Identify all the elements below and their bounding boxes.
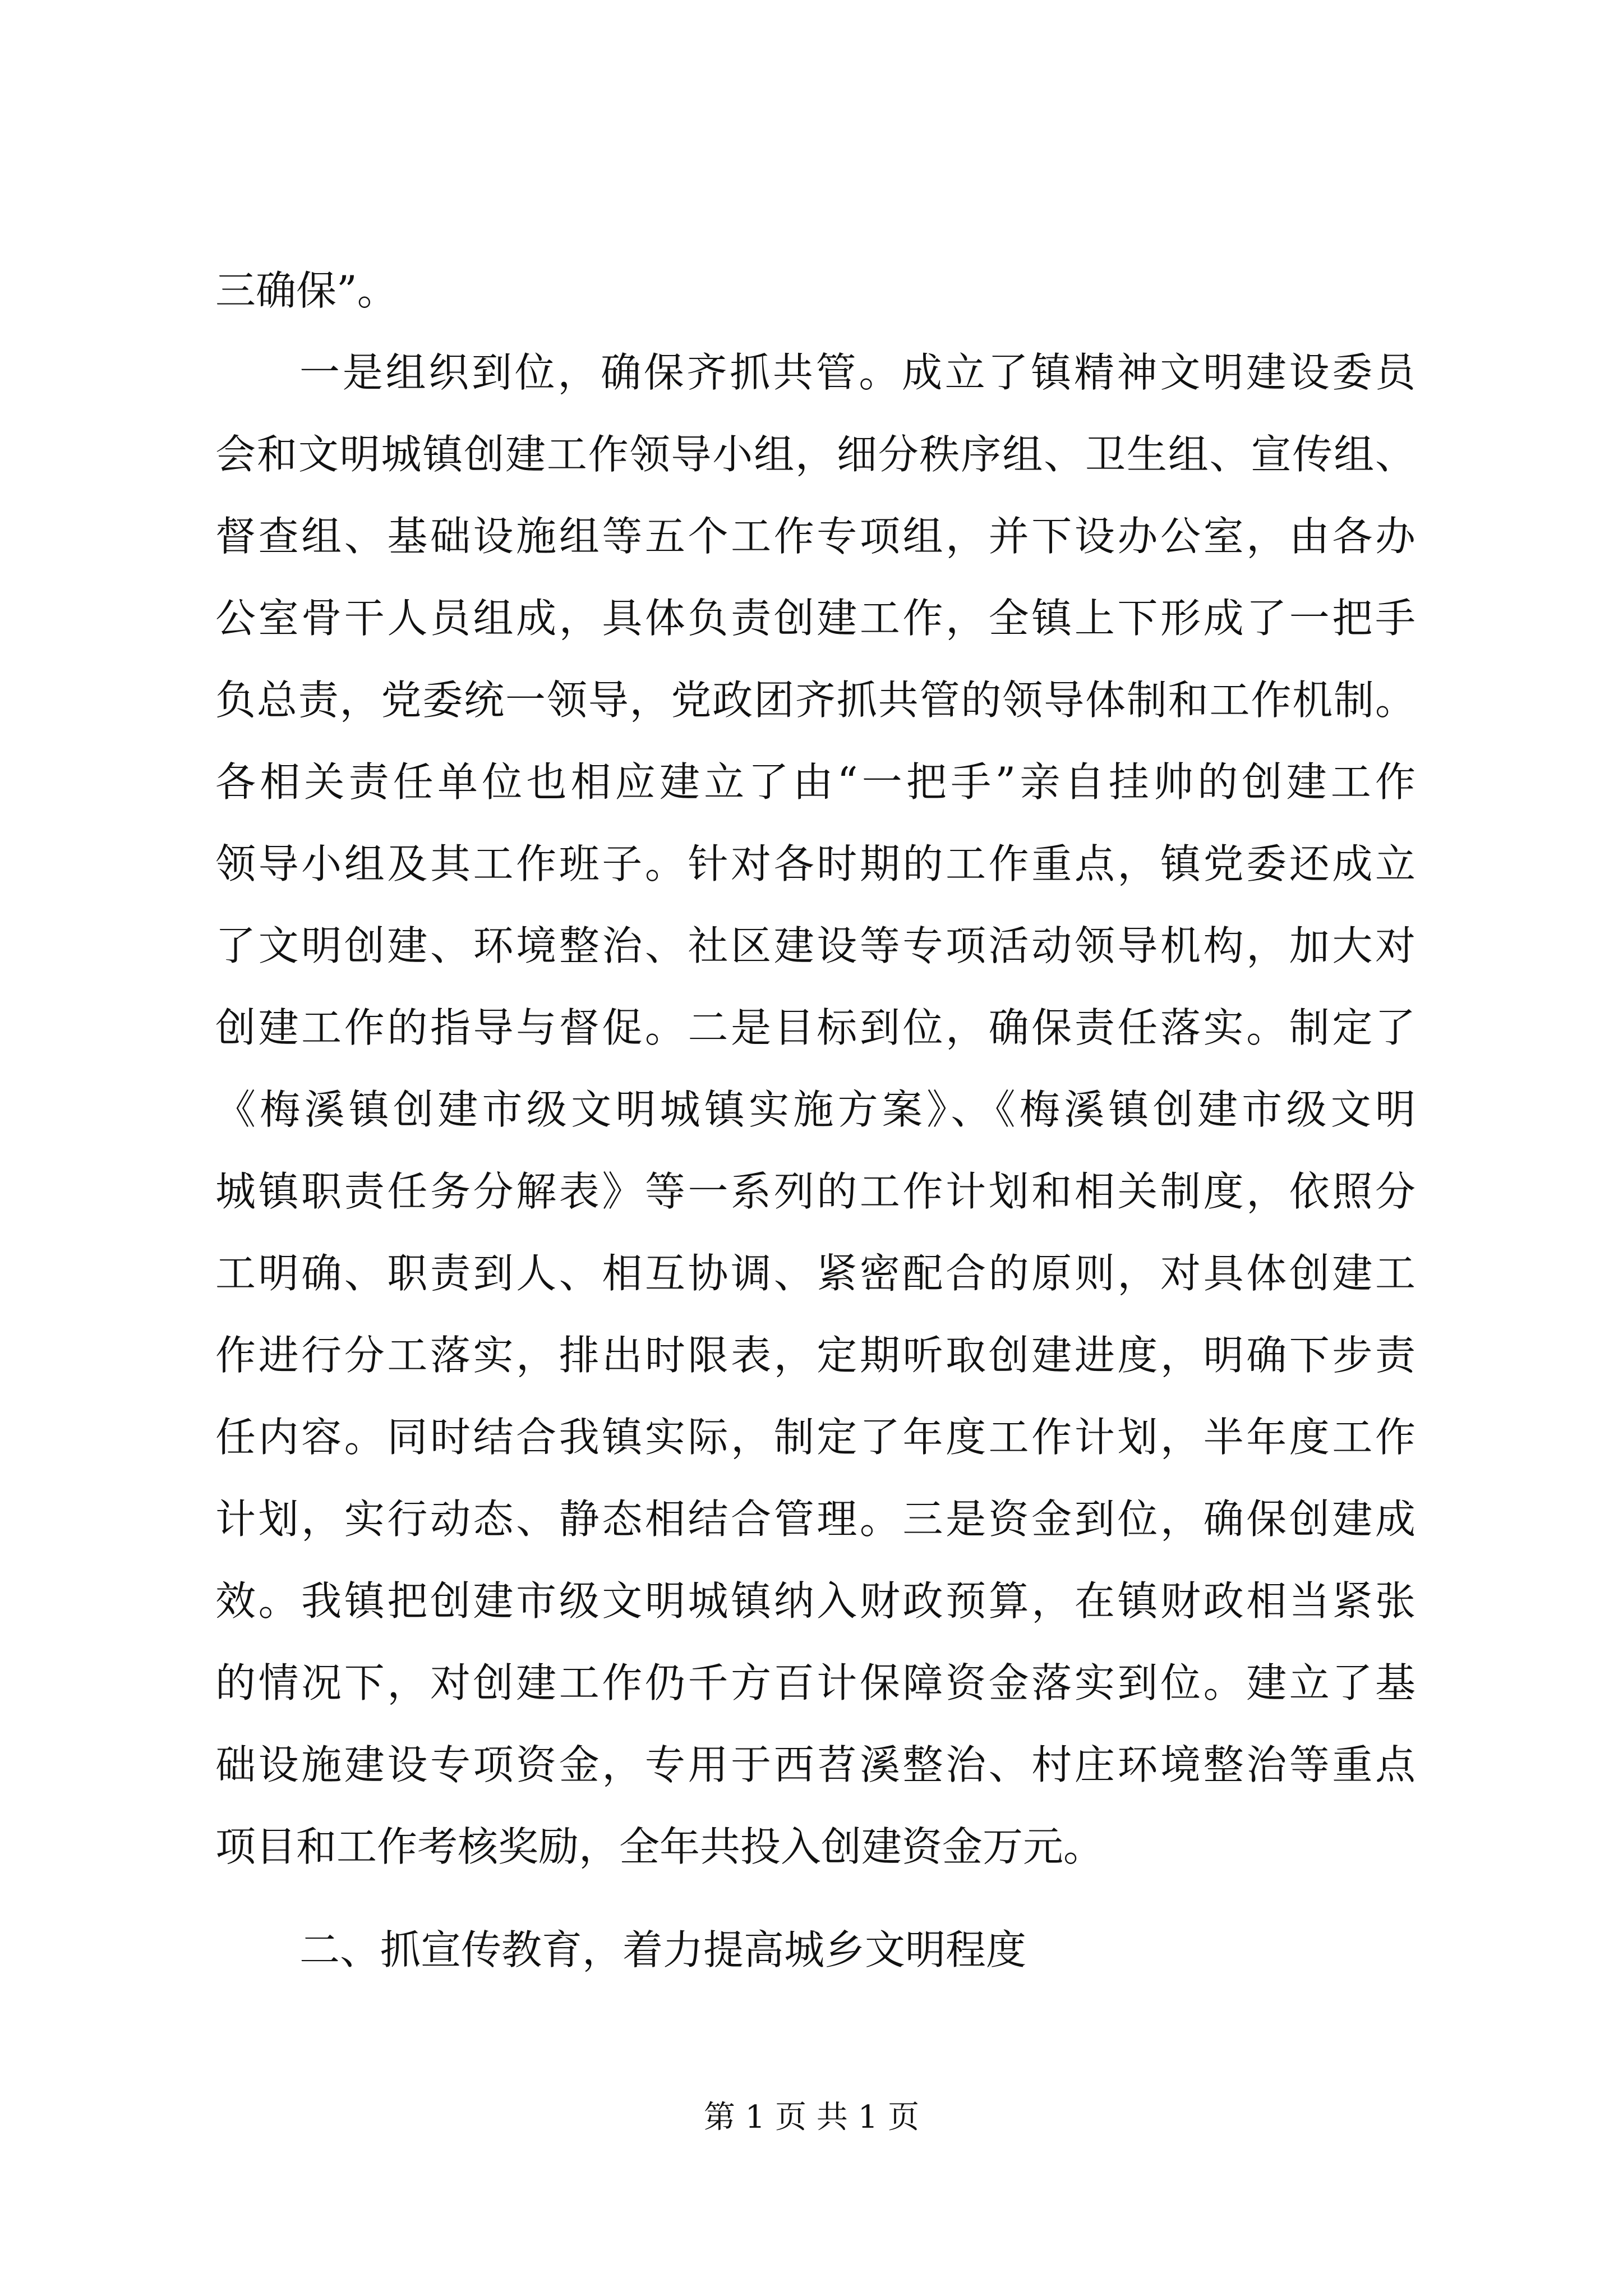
text-line: 项目和工作考核奖励，全年共投入创建资金万元。 [215, 1823, 1104, 1870]
text-line: 三确保”。 [215, 267, 398, 314]
text-line: 的情况下，对创建工作仍千方百计保障资金落实到位。建立了基 [215, 1659, 1415, 1706]
text-line: 《梅溪镇创建市级文明城镇实施方案》、《梅溪镇创建市级文明 [215, 1086, 1415, 1133]
text-line: 计划，实行动态、静态相结合管理。三是资金到位，确保创建成 [215, 1496, 1415, 1543]
text-line: 会和文明城镇创建工作领导小组，细分秩序组、卫生组、宣传组、 [215, 431, 1415, 478]
section-heading: 二、抓宣传教育，着力提高城乡文明程度 [299, 1926, 1027, 1973]
text-line: 础设施建设专项资金，专用于西苕溪整治、村庄环境整治等重点 [215, 1741, 1415, 1788]
text-line: 效。我镇把创建市级文明城镇纳入财政预算，在镇财政相当紧张 [215, 1577, 1415, 1625]
text-line: 一是组织到位，确保齐抓共管。成立了镇精神文明建设委员 [299, 349, 1415, 396]
text-line: 各相关责任单位也相应建立了由“一把手”亲自挂帅的创建工作 [215, 758, 1415, 806]
text-line: 作进行分工落实，排出时限表，定期听取创建进度，明确下步责 [215, 1332, 1415, 1379]
page-number-footer: 第 1 页 共 1 页 [703, 2099, 920, 2136]
text-line: 督查组、基础设施组等五个工作专项组，并下设办公室，由各办 [215, 513, 1415, 560]
text-line: 了文明创建、环境整治、社区建设等专项活动领导机构，加大对 [215, 922, 1415, 969]
text-line: 公室骨干人员组成，具体负责创建工作，全镇上下形成了一把手 [215, 595, 1415, 642]
text-line: 领导小组及其工作班子。针对各时期的工作重点，镇党委还成立 [215, 840, 1415, 887]
text-line: 创建工作的指导与督促。二是目标到位，确保责任落实。制定了 [215, 1004, 1415, 1051]
document-body [215, 250, 1415, 1991]
text-line: 工明确、职责到人、相互协调、紧密配合的原则，对具体创建工 [215, 1250, 1415, 1297]
text-line: 负总责，党委统一领导，党政团齐抓共管的领导体制和工作机制。 [215, 677, 1415, 724]
text-line: 城镇职责任务分解表》等一系列的工作计划和相关制度，依照分 [215, 1168, 1415, 1215]
text-line: 任内容。同时结合我镇实际，制定了年度工作计划，半年度工作 [215, 1414, 1415, 1461]
